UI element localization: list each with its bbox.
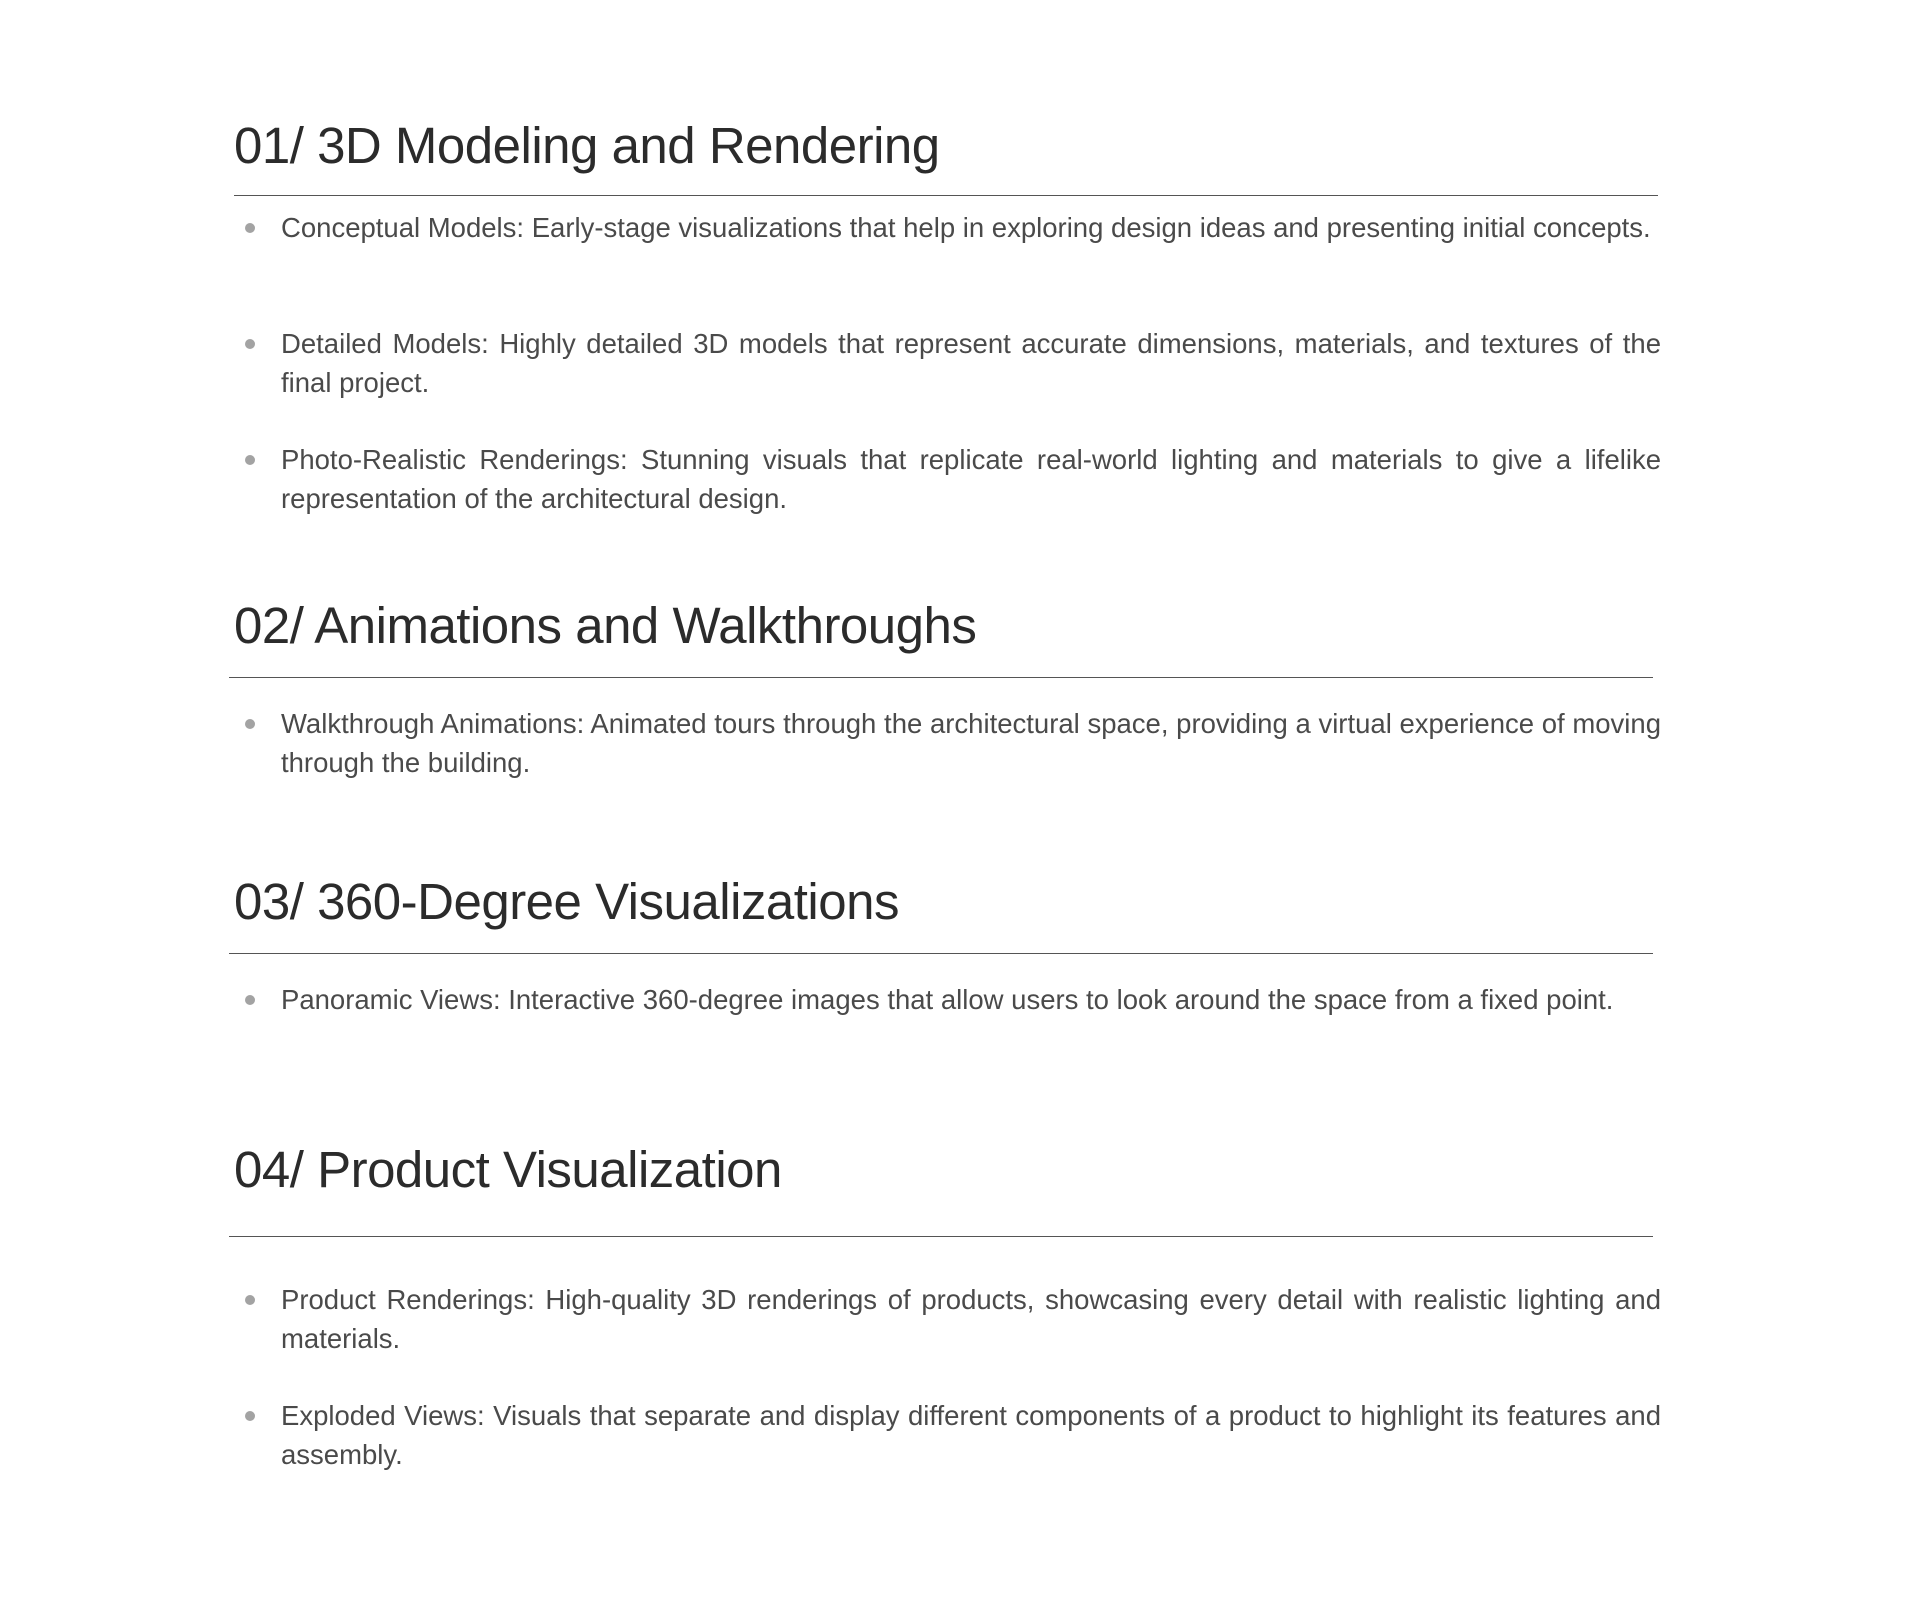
list-item-text: Walkthrough Animations: Animated tours through the architectural space, providing a virtual experience of moving through the building. bbox=[281, 708, 1661, 778]
bullet-icon bbox=[245, 719, 255, 729]
bullet-icon bbox=[245, 223, 255, 233]
bullet-icon bbox=[245, 1295, 255, 1305]
bullet-icon bbox=[245, 339, 255, 349]
list-item-text: Panoramic Views: Interactive 360-degree images that allow users to look around the space from a fixed point. bbox=[281, 984, 1614, 1015]
list-item bbox=[261, 980, 1661, 1019]
list-item bbox=[261, 324, 1661, 402]
list-item-text: Exploded Views: Visuals that separate and display different components of a product to highlight its features and assembly. bbox=[281, 1400, 1661, 1470]
section-divider bbox=[229, 953, 1653, 954]
list-item-text: Product Renderings: High-quality 3D renderings of products, showcasing every detail with realistic lighting and materials. bbox=[281, 1284, 1661, 1354]
section-divider bbox=[229, 1236, 1653, 1237]
bullet-icon bbox=[245, 995, 255, 1005]
section-divider bbox=[229, 677, 1653, 678]
list-item bbox=[261, 1280, 1661, 1358]
section-divider bbox=[234, 195, 1658, 196]
section-title: 01/ 3D Modeling and Rendering bbox=[234, 117, 940, 174]
list-item bbox=[261, 704, 1661, 782]
bullet-icon bbox=[245, 455, 255, 465]
list-item-text: Photo-Realistic Renderings: Stunning visuals that replicate real-world lighting and materials to give a lifelike representation of the architectural design. bbox=[281, 444, 1661, 514]
list-item bbox=[261, 440, 1661, 518]
section-title: 03/ 360-Degree Visualizations bbox=[234, 873, 899, 930]
list-item-text: Conceptual Models: Early-stage visualizations that help in exploring design ideas and presenting initial concepts. bbox=[281, 212, 1651, 243]
section-title: 02/ Animations and Walkthroughs bbox=[234, 597, 977, 654]
bullet-icon bbox=[245, 1411, 255, 1421]
section-title: 04/ Product Visualization bbox=[234, 1141, 782, 1198]
list-item-text: Detailed Models: Highly detailed 3D models that represent accurate dimensions, materials, and textures of the final project. bbox=[281, 328, 1661, 398]
list-item bbox=[261, 1396, 1661, 1474]
list-item bbox=[261, 208, 1661, 247]
